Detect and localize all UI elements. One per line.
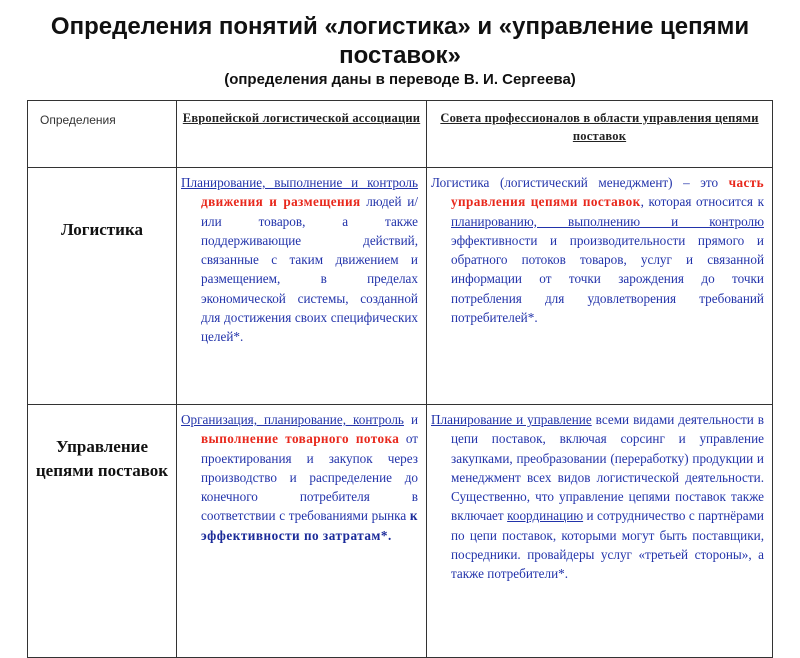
text-segment: и <box>403 412 419 427</box>
text-segment: от проектирования и закупок через производство и распределение до конечного потребителя в соответствии с требованиями рынка <box>201 431 419 524</box>
row-label-scm: Управление цепями поставок <box>28 405 177 658</box>
bold-text: к эффективности по затратам*. <box>201 508 418 543</box>
table-row <box>28 405 773 658</box>
text-segment: , которая относится к <box>640 194 764 210</box>
text-segment: Логистика (логистический менеджмент) – это <box>431 175 729 190</box>
header-definitions: Определения <box>28 101 177 168</box>
highlighted-text: движения и размещения <box>201 194 361 210</box>
page-title: Определения понятий «логистика» и «управление цепями поставок» <box>50 13 750 69</box>
definitions-table <box>27 100 773 658</box>
underlined-text: Планирование и управление <box>431 412 592 427</box>
definition-cell <box>427 405 773 658</box>
table-row <box>28 168 773 405</box>
row-label-logistics: Логистика <box>28 168 177 405</box>
definition-cell <box>177 168 427 405</box>
underlined-text: планированию, выполнению и контролю <box>451 213 764 229</box>
underlined-text: координацию <box>507 508 584 524</box>
highlighted-text: выполнение товарного потока <box>201 431 400 447</box>
underlined-text: Организация, планирование, контроль <box>181 412 404 427</box>
underlined-text: Планирование, выполнение и контроль <box>181 175 418 190</box>
table-header-row <box>28 101 773 168</box>
text-segment: всеми видами деятельности в цепи поставок, включая сорсинг и управление закупками, преобразовании (переработку) продукции и менеджмент всех видов логистической деятельности. Существенно, что управление цепями поставок также включает <box>451 412 764 524</box>
page-subtitle: (определения даны в переводе В. И. Сергеева) <box>224 71 576 88</box>
text-segment: людей и/или товаров, а также поддерживающие действий, связанные с таким движением и размещением, в пределах экономической системы, созданной для достижения своих специфических целей*. <box>201 194 419 345</box>
highlighted-text: часть управления цепями поставок <box>451 175 764 210</box>
text-segment: эффективности и производительности прямого и обратного потоков товаров, услуг и связанной информации от точки зарождения до точки потребления для удовлетворения требований потребителей*. <box>451 232 764 326</box>
definition-cell <box>177 405 427 658</box>
text-segment: и сотрудничество с партнёрами по цепи поставок, которыми могут быть поставщики, посредники. провайдеры услуг «третьей стороны», а также потребители*. <box>451 508 764 582</box>
header-european-association: Европейской логистической ассоциации <box>177 101 427 168</box>
header-supply-chain-council: Совета профессионалов в области управления цепями поставок <box>427 101 773 168</box>
definition-cell <box>427 168 773 405</box>
